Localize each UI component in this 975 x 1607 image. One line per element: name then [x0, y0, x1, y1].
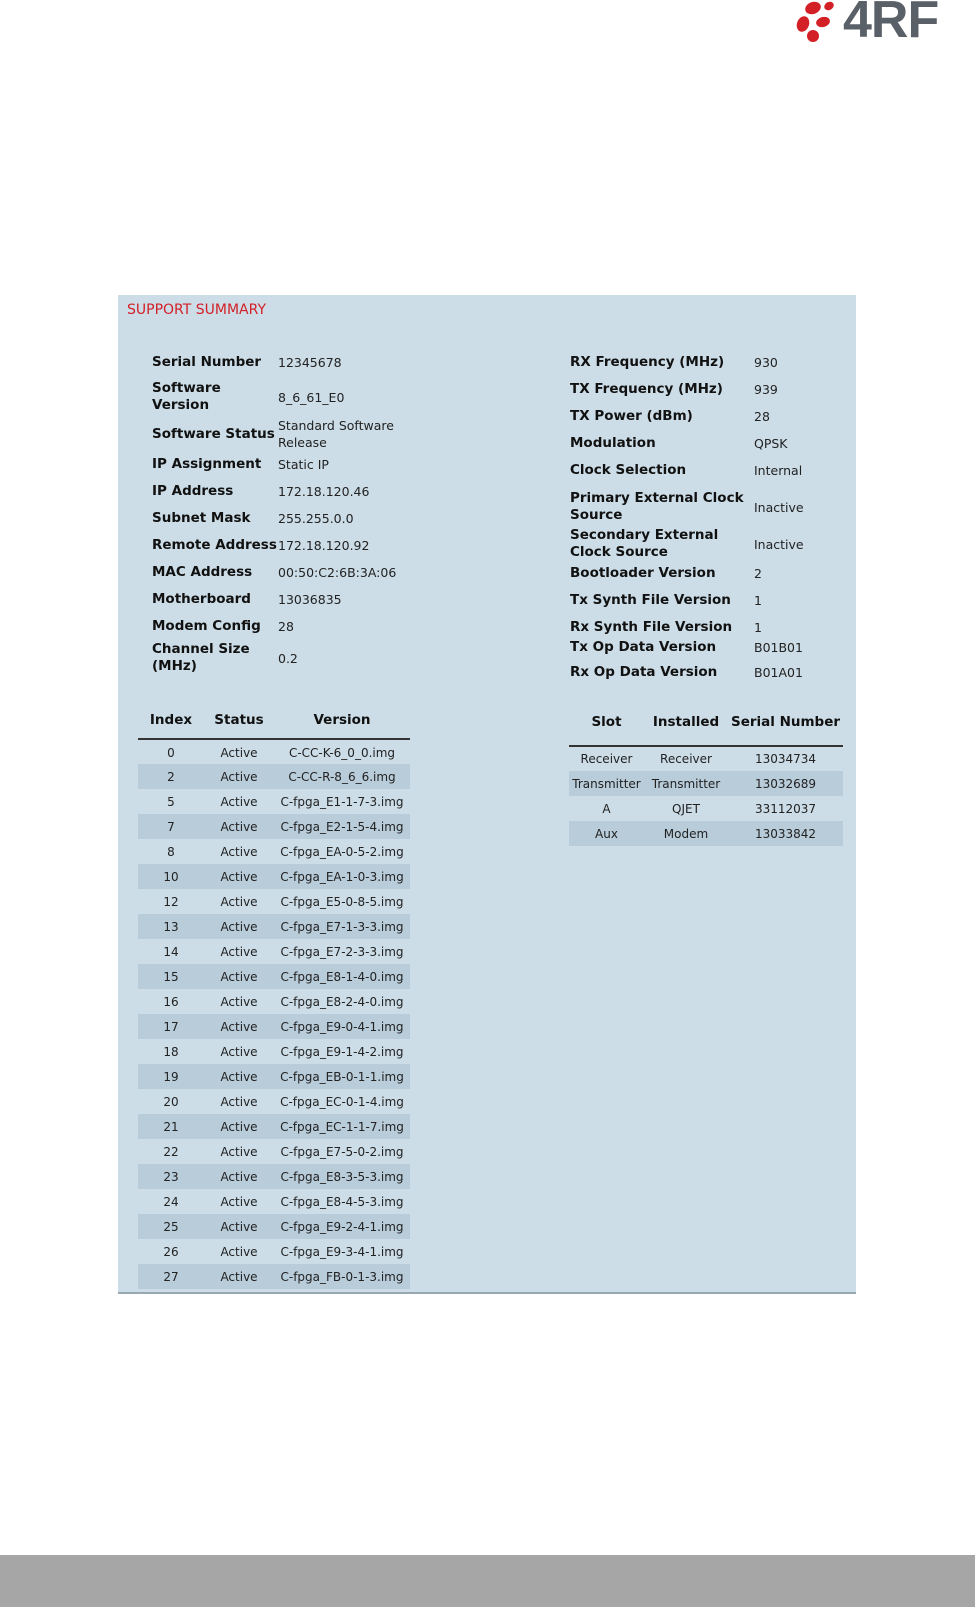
- cell-serial: 13033842: [728, 821, 843, 846]
- table-row: [138, 764, 410, 789]
- col-header-slot: Slot: [569, 700, 644, 746]
- cell-version: C-fpga_E5-0-8-5.img: [280, 894, 404, 909]
- cell-status: Active: [204, 1064, 274, 1089]
- field-value: QPSK: [754, 436, 788, 451]
- footer-bar: [0, 1555, 975, 1607]
- slot-table: [569, 700, 843, 846]
- field-label: Remote Address: [152, 537, 277, 553]
- field-value: 28: [278, 619, 294, 634]
- cell-status: Active: [204, 864, 274, 889]
- cell-status: Active: [220, 994, 258, 1009]
- cell-status: Active: [204, 1214, 274, 1239]
- cell-status: Active: [220, 844, 258, 859]
- field-mac-address: [152, 564, 542, 581]
- cell-slot: Transmitter: [569, 771, 644, 796]
- cell-status: Active: [220, 1144, 258, 1159]
- cell-index: 10: [138, 864, 204, 889]
- field-value: 930: [754, 355, 778, 370]
- cell-version: C-CC-R-8_6_6.img: [274, 764, 410, 789]
- cell-version: C-fpga_E8-2-4-0.img: [280, 994, 404, 1009]
- field-label: Modulation: [570, 435, 656, 451]
- table-row: [569, 821, 843, 846]
- field-primary-external-clock: [570, 490, 850, 524]
- table-row: [138, 1264, 410, 1289]
- field-software-status: [152, 417, 542, 451]
- field-serial-number: [152, 354, 542, 371]
- field-value: 1: [754, 620, 762, 635]
- cell-version: C-fpga_E8-1-4-0.img: [274, 964, 410, 989]
- cell-index: 27: [138, 1264, 204, 1289]
- cell-index: 21: [138, 1114, 204, 1139]
- cell-status: Active: [204, 1164, 274, 1189]
- table-row: [138, 939, 410, 964]
- cell-slot: Aux: [569, 821, 644, 846]
- field-motherboard: [152, 591, 542, 608]
- cell-status: Active: [204, 964, 274, 989]
- cell-status: Active: [220, 746, 258, 760]
- field-subnet-mask: [152, 510, 542, 527]
- field-label: Clock Selection: [570, 462, 687, 478]
- table-row: [138, 914, 410, 939]
- field-rx-frequency: [570, 354, 850, 371]
- field-value: 0.2: [278, 650, 298, 666]
- field-label: Motherboard: [152, 591, 251, 607]
- cell-index: 15: [138, 964, 204, 989]
- field-tx-frequency: [570, 381, 850, 398]
- table-row: [138, 1189, 410, 1214]
- field-value: 939: [754, 382, 778, 397]
- cell-status: Active: [220, 944, 258, 959]
- cell-index: 0: [167, 746, 175, 760]
- field-modulation: [570, 435, 850, 452]
- cell-index: 25: [138, 1214, 204, 1239]
- cell-index: 14: [163, 944, 179, 959]
- field-rx-synth-file-version: [570, 619, 850, 636]
- cell-serial: 33112037: [754, 801, 817, 816]
- table-row: [138, 989, 410, 1014]
- cell-version: C-fpga_E7-1-3-3.img: [274, 914, 410, 939]
- table-row: [569, 796, 843, 821]
- cell-index: 13: [138, 914, 204, 939]
- field-value: 172.18.120.92: [278, 538, 370, 553]
- support-summary-panel: [118, 295, 856, 1294]
- cell-version: C-CC-K-6_0_0.img: [288, 746, 396, 760]
- field-value: 00:50:C2:6B:3A:06: [278, 565, 397, 580]
- logo-petals-icon: [793, 0, 843, 46]
- cell-status: Active: [204, 764, 274, 789]
- table-row: [138, 789, 410, 814]
- field-label: MAC Address: [152, 564, 253, 580]
- field-value: B01A01: [754, 665, 803, 680]
- cell-status: Active: [220, 1094, 258, 1109]
- table-row: [138, 1114, 410, 1139]
- field-label: Modem Config: [152, 618, 261, 634]
- cell-status: Active: [220, 894, 258, 909]
- field-clock-selection: [570, 462, 850, 479]
- cell-index: 2: [138, 764, 204, 789]
- cell-version: C-fpga_EB-0-1-1.img: [274, 1064, 410, 1089]
- field-tx-op-data-version: [570, 639, 850, 656]
- table-row: [569, 746, 843, 771]
- field-modem-config: [152, 618, 542, 635]
- field-rx-op-data-version: [570, 664, 850, 681]
- table-row: [569, 771, 843, 796]
- cell-installed: Transmitter: [644, 771, 728, 796]
- field-value: Standard Software Release: [278, 418, 394, 450]
- field-tx-synth-file-version: [570, 592, 850, 609]
- cell-version: C-fpga_E8-4-5-3.img: [280, 1194, 404, 1209]
- field-channel-size: [152, 641, 542, 675]
- field-label: TX Frequency (MHz): [570, 381, 723, 397]
- cell-version: C-fpga_E9-0-4-1.img: [274, 1014, 410, 1039]
- field-label: Serial Number: [152, 354, 262, 370]
- field-value: 28: [754, 409, 770, 424]
- field-label: IP Address: [152, 483, 234, 499]
- cell-status: Active: [204, 914, 274, 939]
- col-header-status: Status: [204, 701, 274, 739]
- table-row: [138, 814, 410, 839]
- table-row: [138, 739, 410, 764]
- field-label: Channel Size (MHz): [152, 641, 250, 674]
- cell-version: C-fpga_E9-2-4-1.img: [274, 1214, 410, 1239]
- field-ip-assignment: [152, 456, 542, 473]
- cell-index: 12: [163, 894, 179, 909]
- cell-version: C-fpga_E9-1-4-2.img: [280, 1044, 404, 1059]
- field-value: B01B01: [754, 640, 803, 655]
- field-value: Inactive: [754, 536, 804, 552]
- cell-index: 23: [138, 1164, 204, 1189]
- cell-status: Active: [220, 1244, 258, 1259]
- field-tx-power: [570, 408, 850, 425]
- cell-installed: QJET: [672, 801, 700, 816]
- table-row: [138, 1239, 410, 1264]
- field-value: Inactive: [754, 499, 804, 515]
- field-label: Tx Op Data Version: [570, 639, 717, 655]
- field-label: TX Power (dBm): [570, 408, 693, 424]
- cell-index: 8: [167, 844, 175, 859]
- field-label: Secondary External Clock Source: [570, 527, 719, 560]
- cell-serial: 13032689: [728, 771, 843, 796]
- field-label: Rx Synth File Version: [570, 619, 733, 635]
- cell-index: 17: [138, 1014, 204, 1039]
- cell-status: Active: [204, 814, 274, 839]
- cell-version: C-fpga_FB-0-1-3.img: [274, 1264, 410, 1289]
- field-label: Software Status: [152, 425, 275, 442]
- field-label: IP Assignment: [152, 456, 262, 472]
- table-row: [138, 1164, 410, 1189]
- cell-version: C-fpga_EA-1-0-3.img: [274, 864, 410, 889]
- cell-index: 18: [163, 1044, 179, 1059]
- table-row: [138, 1064, 410, 1089]
- cell-version: C-fpga_E7-5-0-2.img: [280, 1144, 404, 1159]
- field-label: Subnet Mask: [152, 510, 251, 526]
- cell-slot: Receiver: [580, 752, 633, 766]
- field-ip-address: [152, 483, 542, 500]
- cell-index: 19: [138, 1064, 204, 1089]
- field-label: Tx Synth File Version: [570, 592, 731, 608]
- table-row: [138, 864, 410, 889]
- cell-version: C-fpga_E7-2-3-3.img: [280, 944, 404, 959]
- field-value: 172.18.120.46: [278, 484, 370, 499]
- table-row: [138, 1214, 410, 1239]
- cell-version: C-fpga_E1-1-7-3.img: [280, 794, 404, 809]
- field-label: Rx Op Data Version: [570, 664, 718, 680]
- field-value: Static IP: [278, 457, 329, 472]
- cell-status: Active: [220, 1194, 258, 1209]
- table-row: [138, 1039, 410, 1064]
- col-header-version: Version: [274, 701, 410, 739]
- cell-index: 7: [138, 814, 204, 839]
- field-bootloader-version: [570, 565, 850, 582]
- cell-version: C-fpga_EC-1-1-7.img: [274, 1114, 410, 1139]
- table-row: [138, 1139, 410, 1164]
- cell-version: C-fpga_E8-3-5-3.img: [274, 1164, 410, 1189]
- cell-index: 20: [163, 1094, 179, 1109]
- logo-text: 4RF: [843, 0, 939, 49]
- field-value: 8_6_61_E0: [278, 389, 345, 405]
- field-secondary-external-clock: [570, 527, 850, 561]
- field-value: 12345678: [278, 355, 342, 370]
- col-header-serial-number: Serial Number: [728, 700, 843, 746]
- field-label: RX Frequency (MHz): [570, 354, 725, 370]
- col-header-index: Index: [138, 701, 204, 739]
- cell-index: 26: [163, 1244, 179, 1259]
- cell-index: 24: [163, 1194, 179, 1209]
- cell-installed: Receiver: [660, 752, 712, 766]
- cell-slot: A: [602, 801, 611, 816]
- panel-title: SUPPORT SUMMARY: [127, 302, 267, 318]
- software-file-table: [138, 701, 410, 1289]
- field-software-version: [152, 380, 542, 414]
- table-row: [138, 964, 410, 989]
- table-row: [138, 889, 410, 914]
- cell-version: C-fpga_E9-3-4-1.img: [280, 1244, 404, 1259]
- cell-status: Active: [204, 1264, 274, 1289]
- field-label: Bootloader Version: [570, 565, 716, 581]
- table-row: [138, 1089, 410, 1114]
- brand-logo: [793, 0, 965, 49]
- cell-version: C-fpga_EA-0-5-2.img: [280, 844, 404, 859]
- table-row: [138, 1014, 410, 1039]
- field-value: 1: [754, 593, 762, 608]
- cell-serial: 13034734: [754, 752, 817, 766]
- cell-version: C-fpga_E2-1-5-4.img: [274, 814, 410, 839]
- field-value: 13036835: [278, 592, 342, 607]
- cell-status: Active: [204, 1014, 274, 1039]
- field-label: Primary External Clock Source: [570, 490, 744, 523]
- cell-index: 16: [163, 994, 179, 1009]
- cell-index: 22: [163, 1144, 179, 1159]
- field-value: 2: [754, 566, 762, 581]
- cell-status: Active: [204, 1114, 274, 1139]
- cell-status: Active: [220, 1044, 258, 1059]
- cell-status: Active: [220, 794, 258, 809]
- cell-index: 5: [167, 794, 175, 809]
- field-value: Internal: [754, 463, 803, 478]
- cell-version: C-fpga_EC-0-1-4.img: [280, 1094, 404, 1109]
- cell-installed: Modem: [644, 821, 728, 846]
- field-value: 255.255.0.0: [278, 511, 354, 526]
- field-remote-address: [152, 537, 542, 554]
- table-row: [138, 839, 410, 864]
- col-header-installed: Installed: [644, 700, 728, 746]
- field-label: Software Version: [152, 380, 221, 413]
